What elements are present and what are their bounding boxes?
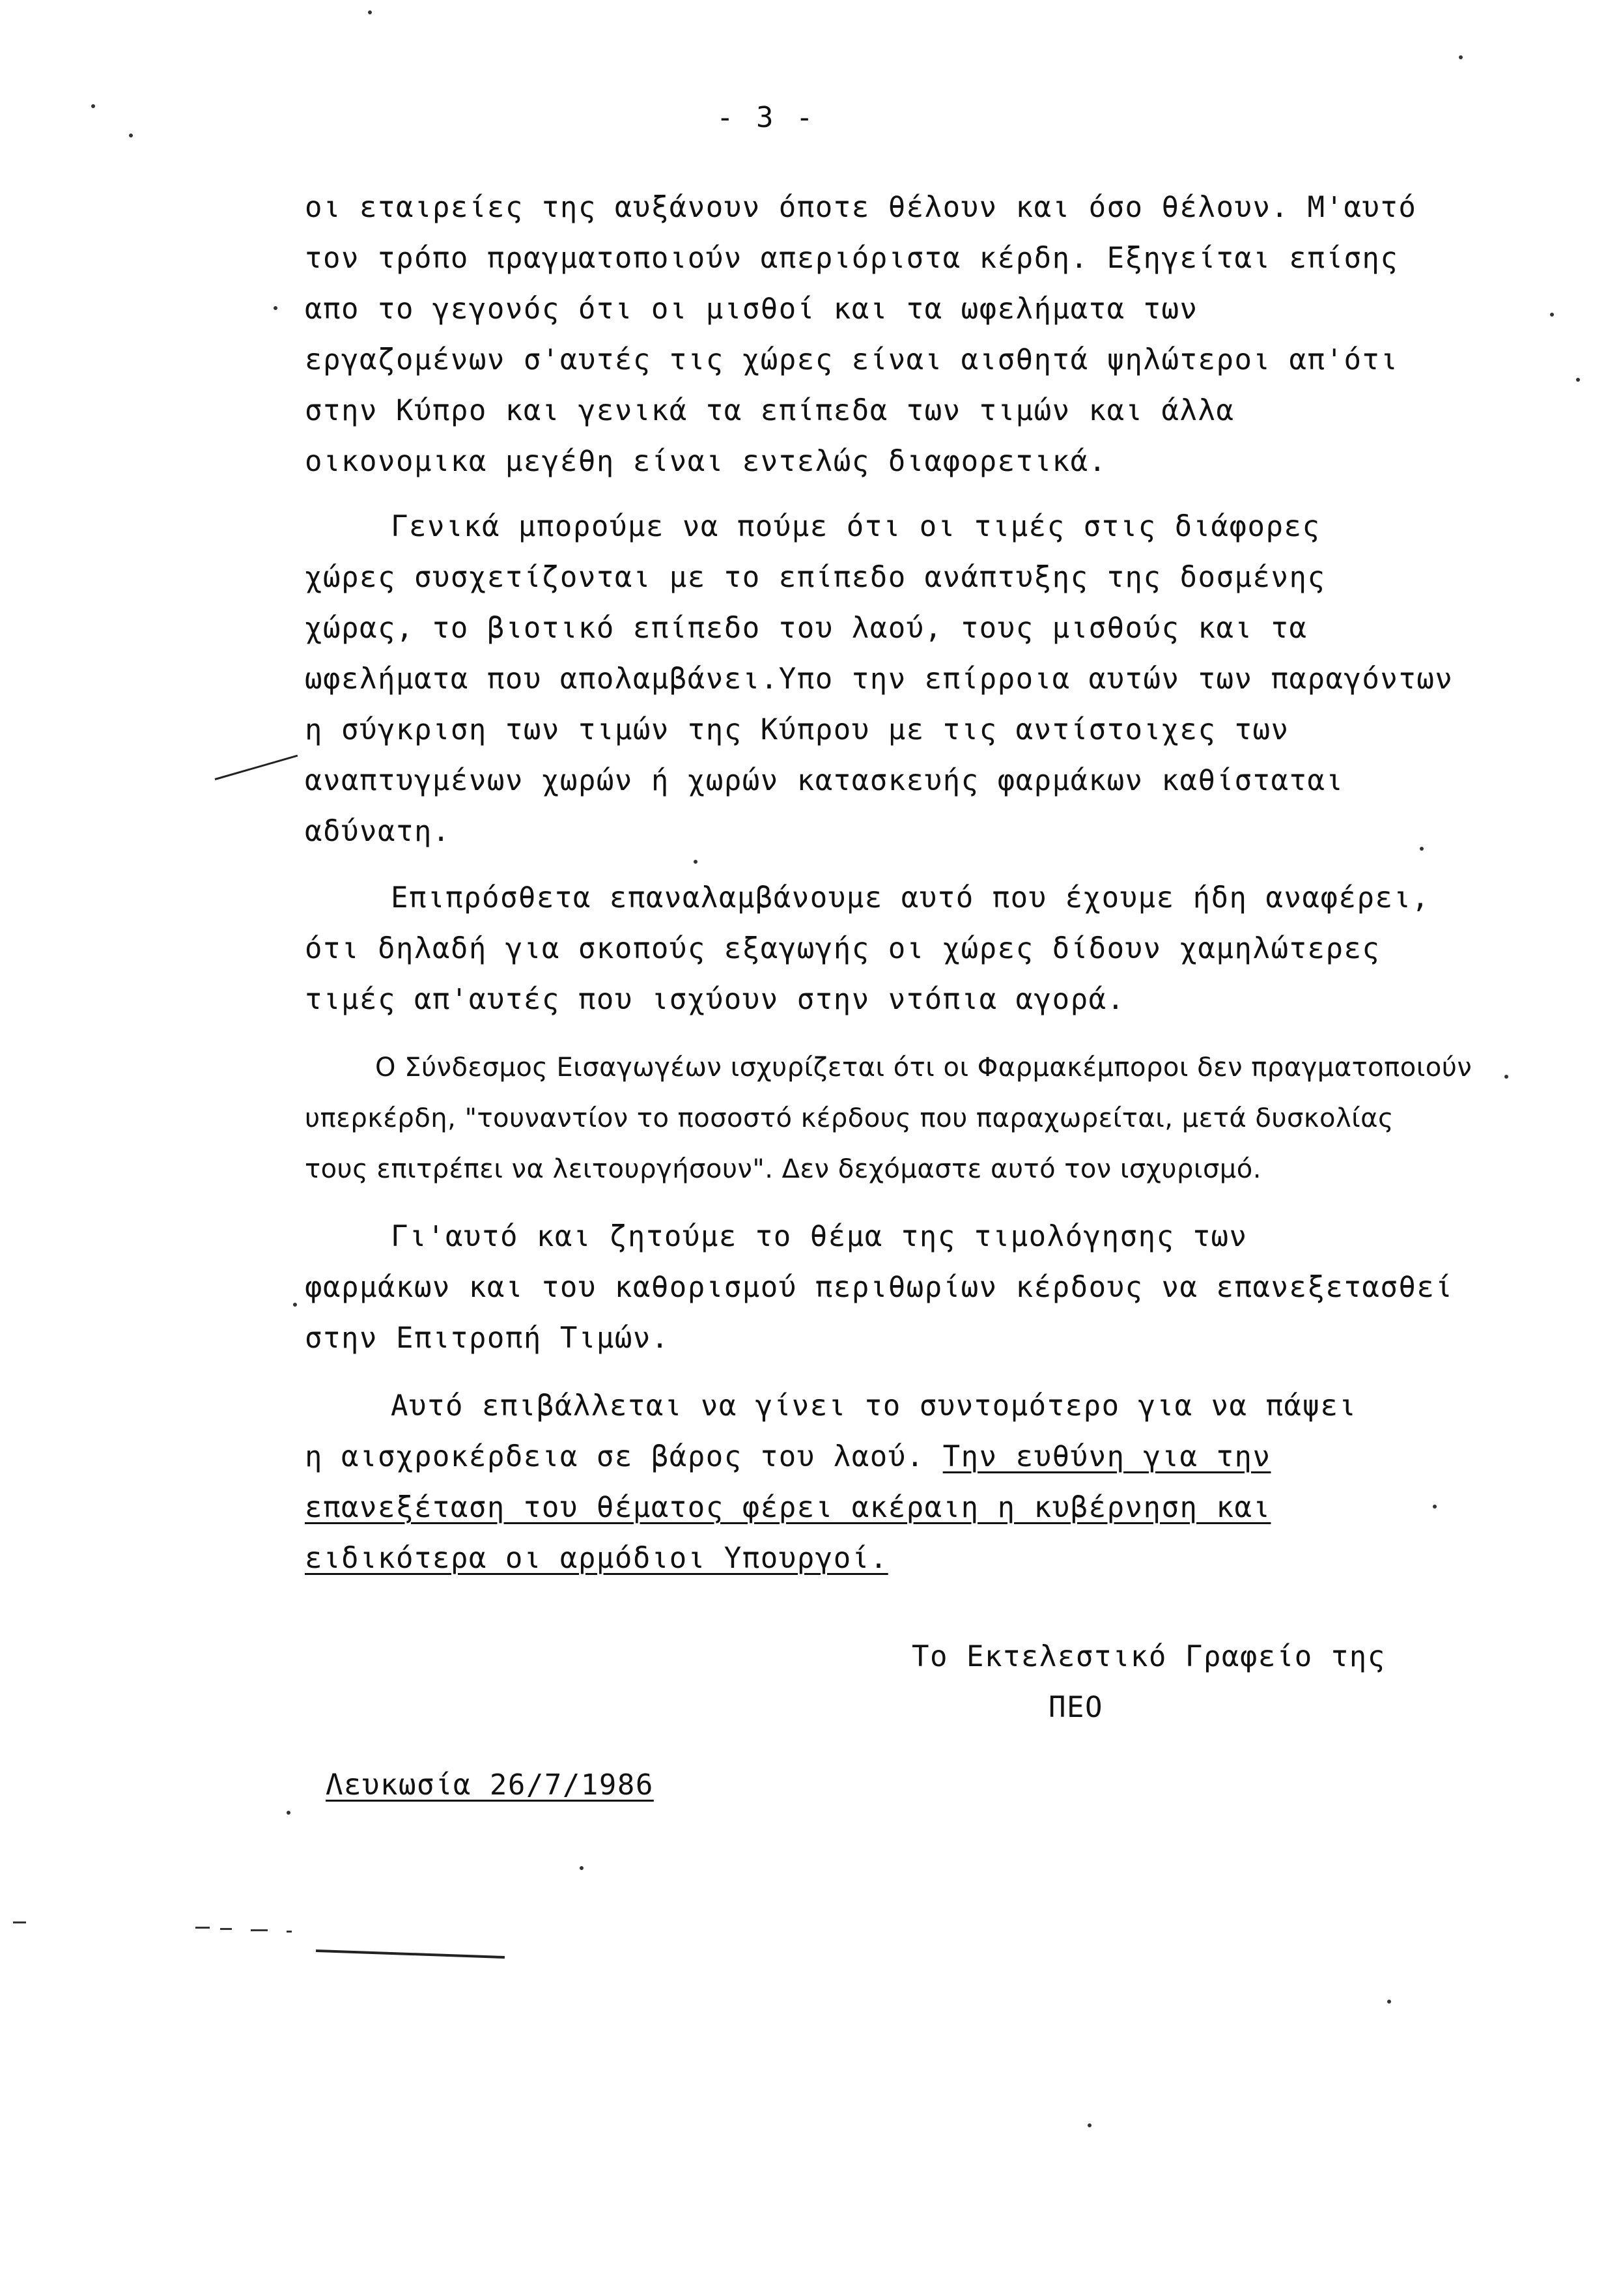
scan-dash [195,1927,210,1929]
bottom-pen-stroke [316,1949,505,1959]
scan-dash [287,1931,292,1933]
text-line: ότι δηλαδή για σκοπούς εξαγωγής οι χώρες δίδουν χαμηλώτερες [305,932,1381,965]
paragraph-2 [305,502,1516,857]
text-line [305,1533,1516,1584]
scan-speck [1420,847,1424,851]
scan-speck [287,1811,290,1815]
paragraph-5 [305,1212,1516,1364]
text-line: χώρας, το βιοτικό επίπεδο του λαού, τους μισθούς και τα [305,612,1308,645]
text-line: οι εταιρείες της αυξάνουν όποτε θέλουν και όσο θέλουν. Μ'αυτό [305,191,1417,224]
scan-speck [1550,313,1554,317]
text-line [305,1482,1516,1533]
underlined-text: Την ευθύνη για την [942,1440,1271,1473]
scan-speck [129,134,133,137]
paragraph-3 [305,873,1516,1025]
scan-speck [1088,2123,1092,2127]
scan-speck [694,860,697,864]
text-line: Επιπρόσθετα επαναλαμβάνουμε αυτό που έχουμε ήδη αναφέρει, [391,881,1430,914]
page-number: - 3 - [716,101,816,134]
scan-speck [1459,55,1463,59]
text-line: τους επιτρέπει να λειτουργήσουν". Δεν δεχόμαστε αυτό τον ισχυρισμό. [305,1154,1261,1184]
text-fragment: η αισχροκέρδεια σε βάρος του λαού. [305,1440,943,1473]
signature-line: Το Εκτελεστικό Γραφείο της [912,1640,1386,1673]
text-line: εργαζομένων σ'αυτές τις χώρες είναι αισθητά ψηλώτεροι απ'ότι [305,343,1399,376]
text-line: υπερκέρδη, "τουναντίον το ποσοστό κέρδους που παραχωρείται, μετά δυσκολίας [305,1103,1394,1133]
scan-speck [274,306,277,310]
text-line: Γι'αυτό και ζητούμε το θέμα της τιμολόγησης των [391,1220,1248,1253]
underlined-text: επανεξέταση του θέματος φέρει ακέραιη η κυβέρνηση και [305,1491,1271,1524]
text-line: Γενικά μπορούμε να πούμε ότι οι τιμές στις διάφορες [391,510,1321,543]
text-line: Αυτό επιβάλλεται να γίνει το συντομότερο για να πάψει [391,1389,1357,1423]
scan-speck [1576,378,1580,382]
scan-speck [293,1303,297,1307]
document-date: Λευκωσία 26/7/1986 [326,1768,654,1802]
scan-speck [91,104,95,108]
paragraph-1 [305,182,1516,487]
text-line: η σύγκριση των τιμών της Κύπρου με τις αντίστοιχες των [305,713,1289,746]
text-line: οικονομικα μεγέθη είναι εντελώς διαφορετικά. [305,445,1107,478]
margin-pen-mark [215,755,298,780]
scan-dash [220,1928,232,1930]
scan-speck [580,1866,584,1870]
text-line: ωφελήματα που απολαμβάνει.Υπο την επίρροια αυτών των παραγόντων [305,662,1454,696]
paragraph-6 [305,1381,1516,1584]
text-line: τιμές απ'αυτές που ισχύουν στην ντόπια αγορά. [305,983,1125,1016]
text-line: Ο Σύνδεσμος Εισαγωγέων ισχυρίζεται ότι οι Φαρμακέμποροι δεν πραγματοποιούν [375,1053,1472,1083]
paragraph-4 [305,1042,1516,1195]
scan-speck [1433,1505,1437,1509]
text-line: απο το γεγονός ότι οι μισθοί και τα ωφελήματα των [305,292,1198,326]
underlined-text: ειδικότερα οι αρμόδιοι Υπουργοί. [305,1542,888,1575]
text-line: στην Επιτροπή Τιμών. [305,1322,669,1355]
text-line: αδύνατη. [305,815,451,848]
text-line: στην Κύπρο και γενικά τα επίπεδα των τιμών και άλλα [305,394,1235,427]
text-line [305,1432,1516,1482]
text-line: τον τρόπο πραγματοποιούν απεριόριστα κέρδη. Εξηγείται επίσης [305,242,1399,275]
text-line: χώρες συσχετίζονται με το επίπεδο ανάπτυξης της δοσμένης [305,561,1326,594]
scan-speck [1504,1075,1508,1079]
signature-org: ΠΕΟ [1049,1691,1103,1724]
scan-speck [1387,2000,1391,2004]
text-line: φαρμάκων και του καθορισμού περιθωρίων κέρδους να επανεξετασθεί [305,1271,1454,1304]
scan-dash [13,1921,26,1923]
signature-block [912,1632,1386,1733]
scan-dash [251,1929,268,1931]
scan-speck [368,10,372,14]
text-line: αναπτυγμένων χωρών ή χωρών κατασκευής φαρμάκων καθίσταται [305,764,1344,797]
